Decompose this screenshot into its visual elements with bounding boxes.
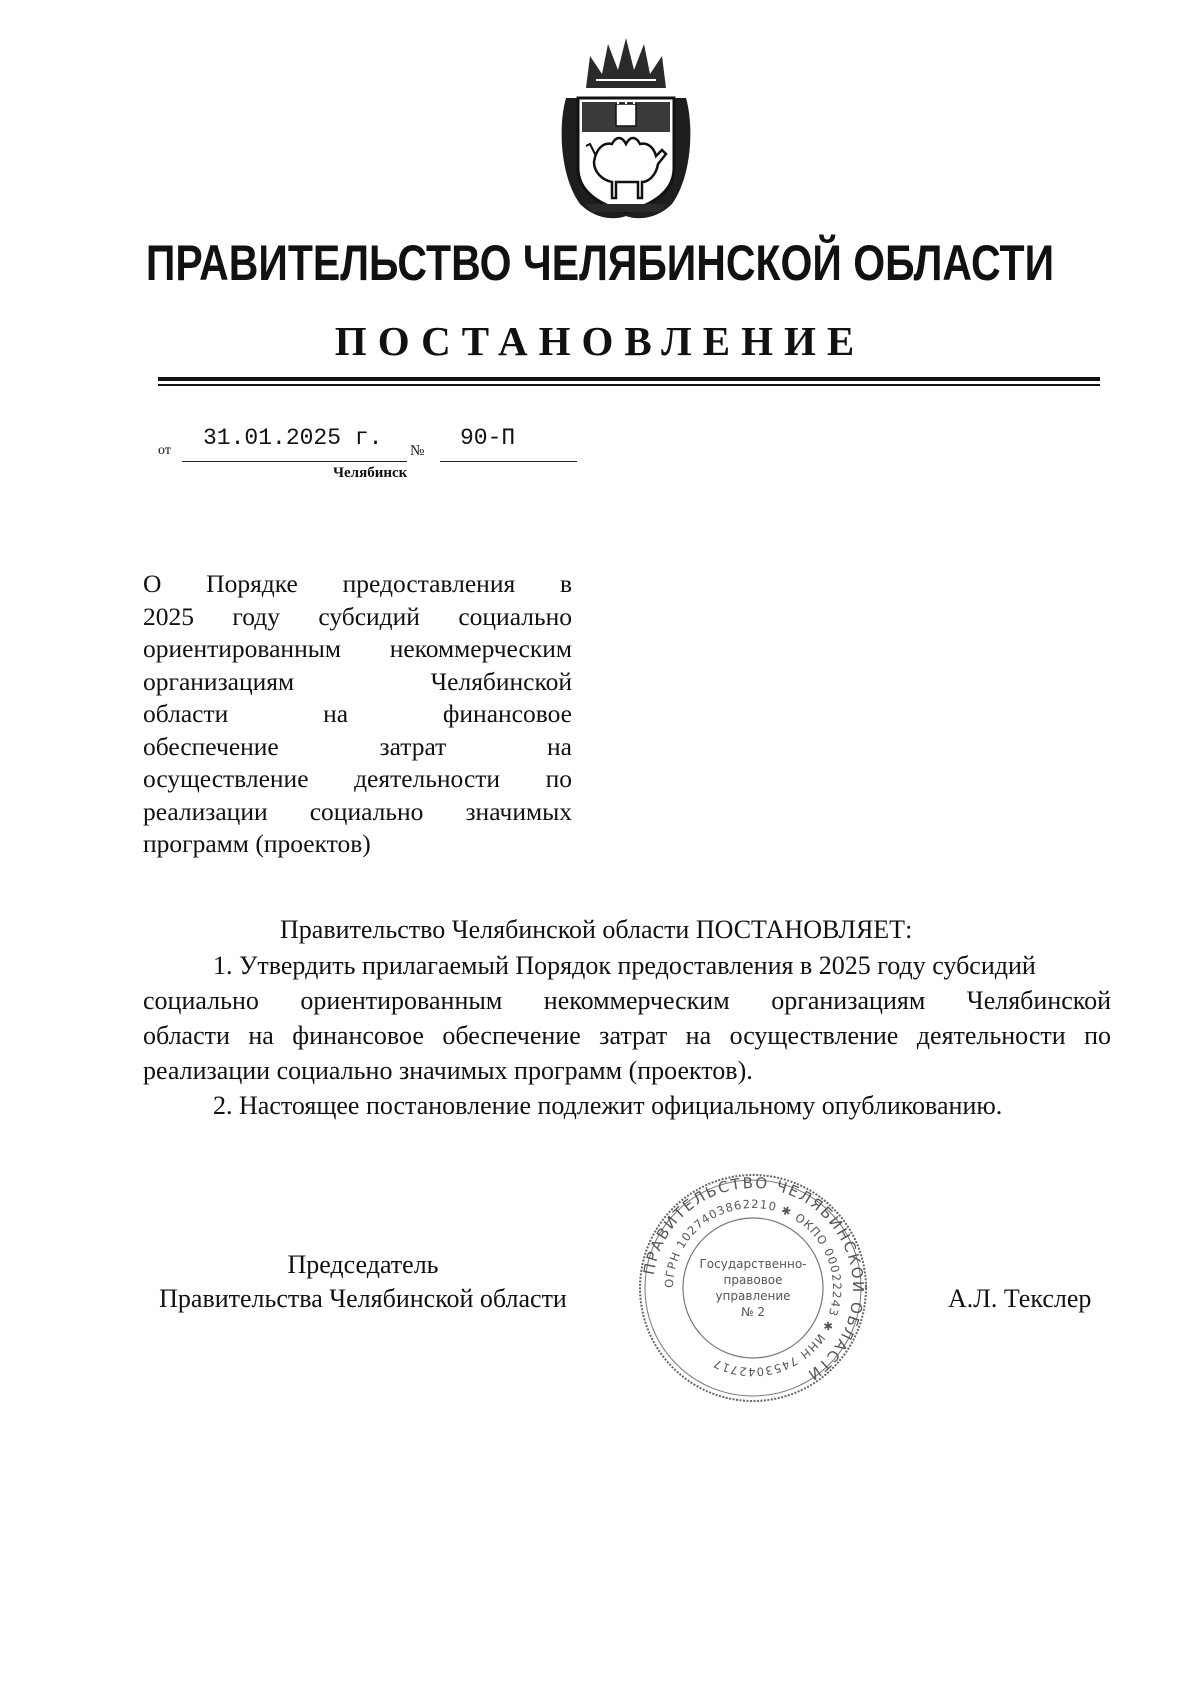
subject-line: реализации социально значимых [143,796,572,826]
header-rule-thin [158,384,1100,386]
body-line: 2. Настоящее постановление подлежит официальному опубликованию. [213,1091,1003,1120]
seal-center-line: управление [715,1289,791,1303]
seal-center-line: № 2 [741,1305,765,1319]
subject-line: организациям Челябинской [143,666,572,696]
body-line: социально ориентированным некоммерческим организациям Челябинской [143,986,1111,1015]
subject-line: О Порядке предоставления в [143,569,572,598]
seal-inner-text: ОГРН 1027403862210 ✱ ОКПО 00022243 ✱ ИНН 7453042717 [661,1196,845,1380]
resolution-body [143,948,1111,1123]
svg-text:ОГРН 1027403862210 ✱ ОКПО 0002 [662,1197,844,1379]
body-line: 1. Утвердить прилагаемый Порядок предоставления в 2025 году субсидий [213,951,1036,980]
position-line: Правительства Челябинской области [159,1284,567,1313]
official-seal-icon [633,1168,873,1408]
signatory-position [143,1248,583,1316]
government-title: ПРАВИТЕЛЬСТВО ЧЕЛЯБИНСКОЙ ОБЛАСТИ [145,235,1055,291]
document-date: 31.01.2025 г. [203,425,383,451]
signatory-name: А.Л. Текслер [948,1284,1092,1313]
subject-line: осуществление деятельности по [143,764,572,793]
date-label: от [158,443,171,458]
document-kind: ПОСТАНОВЛЕНИЕ [334,318,866,364]
seal-outer-text: ПРАВИТЕЛЬСТВО ЧЕЛЯБИНСКОЙ ОБЛАСТИ [639,1173,868,1385]
number-label: № [410,443,425,459]
subject-line: ориентированным некоммерческим [143,634,572,663]
document-number: 90-П [460,425,516,451]
subject-line: области на финансовое [143,699,572,728]
document-subject [143,568,572,861]
body-line: реализации социально значимых программ (проектов). [143,1056,753,1085]
subject-line: 2025 году субсидий социально [143,601,572,631]
city-name: Челябинск [333,465,408,481]
seal-center-line: Государственно- [699,1257,807,1271]
subject-line: программ (проектов) [143,829,371,858]
subject-line: обеспечение затрат на [143,731,572,761]
coat-of-arms-icon [556,36,696,221]
header-rule-thick [158,377,1100,381]
body-line: области на финансовое обеспечение затрат на осуществление деятельности по [143,1021,1111,1050]
number-underline [440,461,577,462]
position-line: Председатель [287,1250,439,1279]
seal-center-line: правовое [723,1273,783,1287]
date-underline [182,461,407,462]
resolves-heading: Правительство Челябинской области ПОСТАНОВЛЯЕТ: [280,915,913,944]
